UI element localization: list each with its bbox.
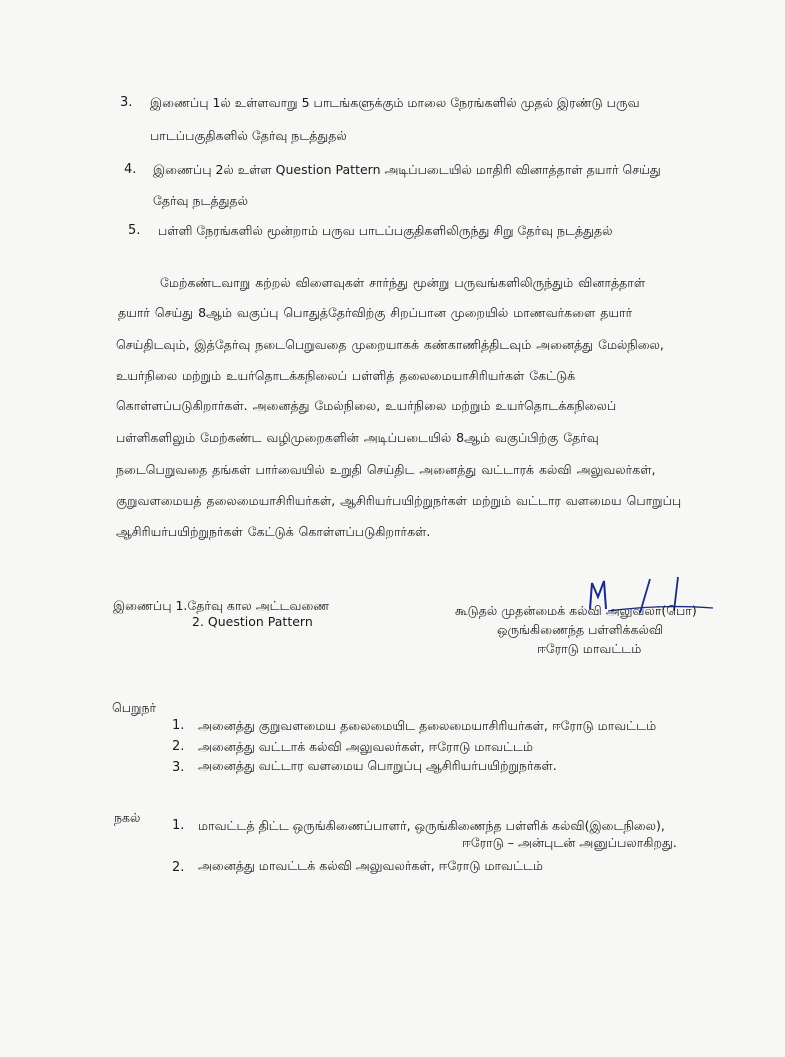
paragraph-line: செய்திடவும், இத்தேர்வு நடைபெறுவதை முறையாகக் கண்காணித்திடவும் அனைத்து மேல்நிலை,	[116, 337, 664, 352]
paragraph-line: தயார் செய்து 8ஆம் வகுப்பு பொதுத்தேர்விற்கு சிறப்பான முறையில் மாணவர்களை தயார்	[118, 305, 633, 320]
item-text-line: இணைப்பு 2ல் உள்ள Question Pattern அடிப்படையில் மாதிரி வினாத்தாள் தயார் செய்து	[153, 162, 661, 177]
paragraph-line: குறுவளமையத் தலைமையாசிரியர்கள், ஆசிரியர்பயிற்றுநர்கள் மற்றும் வட்டார வளமைய பொறுப்பு	[116, 493, 682, 508]
paragraph-line: உயர்நிலை மற்றும் உயர்தொடக்கநிலைப் பள்ளித் தலைமையாசிரியர்கள் கேட்டுக்	[116, 368, 576, 383]
item-text-line: இணைப்பு 1ல் உள்ளவாறு 5 பாடங்களுக்கும் மாலை நேரங்களில் முதல் இரண்டு பருவ	[150, 95, 640, 110]
recipient-number: 1.	[172, 718, 185, 733]
paragraph-line: கொள்ளப்படுகிறார்கள். அனைத்து மேல்நிலை, உயர்நிலை மற்றும் உயர்தொடக்கநிலைப்	[116, 398, 617, 413]
recipients-heading: பெறுநர்	[112, 700, 157, 715]
item-text-line: தேர்வு நடத்துதல்	[153, 193, 248, 208]
signature-designation: கூடுதல் முதன்மைக் கல்வி அலுவலர்(பொ)	[455, 603, 697, 618]
copy-text: அனைத்து மாவட்டக் கல்வி அலுவலர்கள், ஈரோடு மாவட்டம்	[198, 858, 543, 873]
item-number: 3.	[120, 95, 133, 110]
paragraph-line: பள்ளிகளிலும் மேற்கண்ட வழிமுறைகளின் அடிப்படையில் 8ஆம் வகுப்பிற்கு தேர்வு	[116, 430, 599, 445]
recipient-number: 2.	[172, 739, 185, 754]
enclosure-line: 2. Question Pattern	[192, 614, 313, 629]
copy-number: 2.	[172, 860, 185, 875]
item-text-line: பாடப்பகுதிகளில் தேர்வு நடத்துதல்	[150, 128, 347, 143]
copy-text: ஈரோடு – அன்புடன் அனுப்பலாகிறது.	[462, 835, 677, 850]
copy-heading: நகல்	[114, 810, 141, 825]
item-number: 4.	[124, 162, 137, 177]
paragraph-line: நடைபெறுவதை தங்கள் பார்வையில் உறுதி செய்திட அனைத்து வட்டாரக் கல்வி அலுவலர்கள்,	[116, 462, 656, 477]
recipient-number: 3.	[172, 760, 185, 775]
item-text-line: பள்ளி நேரங்களில் மூன்றாம் பருவ பாடப்பகுதிகளிலிருந்து சிறு தேர்வு நடத்துதல்	[158, 223, 613, 238]
recipient-text: அனைத்து குறுவளமைய தலைமையிட தலைமையாசிரியர்கள், ஈரோடு மாவட்டம்	[198, 718, 657, 733]
item-number: 5.	[128, 223, 141, 238]
signature-department: ஒருங்கிணைந்த பள்ளிக்கல்வி	[497, 622, 664, 637]
enclosure-line: இணைப்பு 1.தேர்வு கால அட்டவணை	[113, 598, 330, 613]
recipient-text: அனைத்து வட்டாக் கல்வி அலுவலர்கள், ஈரோடு மாவட்டம்	[198, 739, 533, 754]
copy-number: 1.	[172, 818, 185, 833]
recipient-text: அனைத்து வட்டார வளமைய பொறுப்பு ஆசிரியர்பயிற்றுநர்கள்.	[198, 758, 557, 773]
paragraph-line: ஆசிரியர்பயிற்றுநர்கள் கேட்டுக் கொள்ளப்படுகிறார்கள்.	[116, 524, 431, 539]
signature-district: ஈரோடு மாவட்டம்	[537, 641, 642, 656]
copy-text: மாவட்டத் திட்ட ஒருங்கிணைப்பாளர், ஒருங்கிணைந்த பள்ளிக் கல்வி(இடைநிலை),	[198, 818, 665, 833]
paragraph-line: மேற்கண்டவாறு கற்றல் விளைவுகள் சார்ந்து மூன்று பருவங்களிலிருந்தும் வினாத்தாள்	[160, 275, 646, 290]
